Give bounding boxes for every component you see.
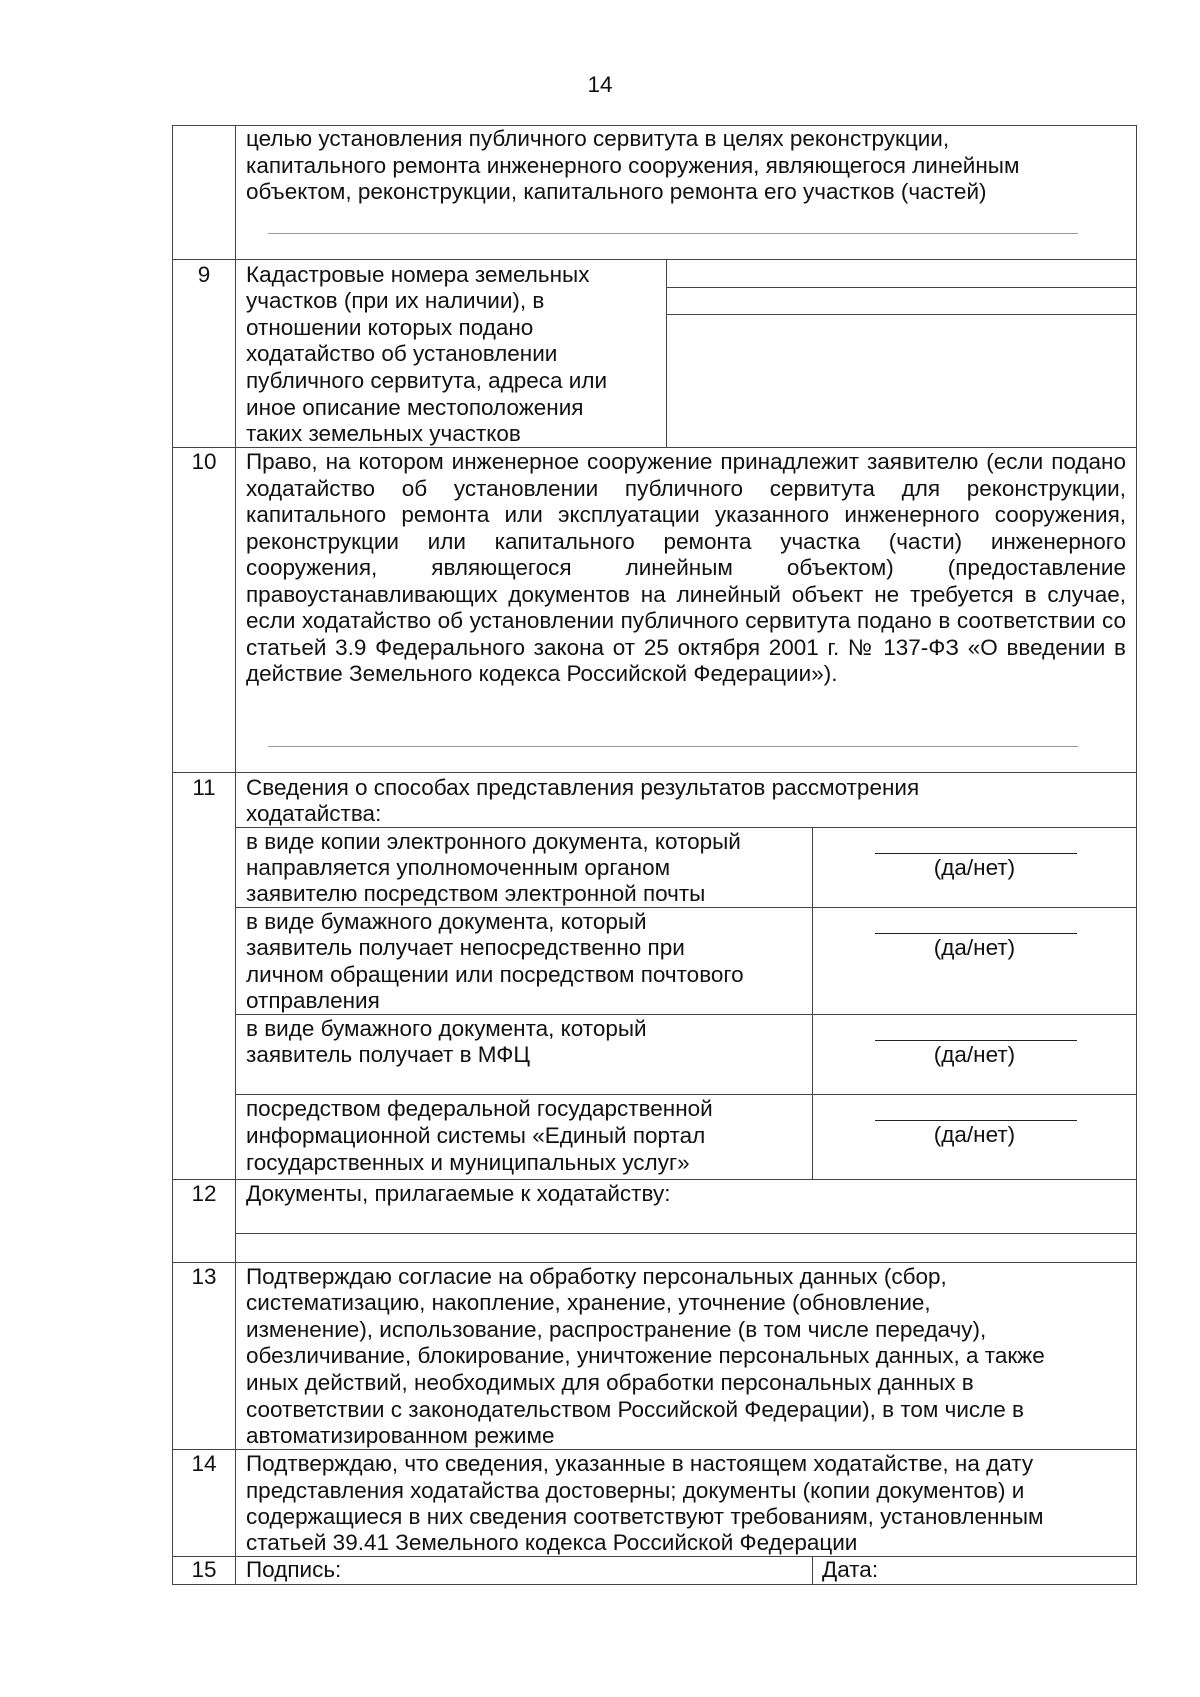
fill-in-line[interactable]: [268, 233, 1078, 234]
continuation-line: капитального ремонта инженерного сооружения, являющегося линейным: [246, 153, 1020, 178]
row9-line: участков (при их наличии), в: [246, 288, 545, 313]
option-line: посредством федеральной государственной: [246, 1096, 713, 1121]
signature-field[interactable]: Подпись:: [246, 1557, 342, 1582]
option-line: направляется уполномоченным органом: [246, 855, 671, 880]
yes-no-hint: (да/нет): [933, 1042, 1016, 1067]
option-line: государственных и муниципальных услуг»: [246, 1150, 690, 1175]
option-line: заявитель получает в МФЦ: [246, 1042, 531, 1067]
row-number: 12: [191, 1181, 217, 1206]
row9-line: ходатайство об установлении: [246, 341, 558, 366]
row9-line: иное описание местоположения: [246, 395, 584, 420]
consent-line: обезличивание, блокирование, уничтожение персональных данных, а также: [246, 1343, 1045, 1368]
attached-documents-field[interactable]: [236, 1234, 1136, 1262]
row9-line: таких земельных участков: [246, 421, 521, 446]
consent-line: автоматизированном режиме: [246, 1423, 555, 1448]
confirmation-line: представления ходатайства достоверны; документы (копии документов) и: [246, 1478, 1025, 1503]
option-line: личном обращении или посредством почтового: [246, 962, 744, 987]
consent-line: соответствии с законодательством Российской Федерации), в том числе в: [246, 1397, 1024, 1422]
row11-header-line: ходатайства:: [246, 801, 382, 826]
attached-documents-label: Документы, прилагаемые к ходатайству:: [246, 1181, 671, 1206]
continuation-line: объектом, реконструкции, капитального ремонта его участков (частей): [246, 179, 987, 204]
yes-no-hint: (да/нет): [933, 935, 1016, 960]
option-line: в виде копии электронного документа, который: [246, 829, 741, 854]
yes-no-field[interactable]: [875, 1040, 1077, 1041]
row11-header-line: Сведения о способах представления результатов рассмотрения: [246, 775, 920, 800]
yes-no-hint: (да/нет): [933, 855, 1016, 880]
row9-line: публичного сервитута, адреса или: [246, 368, 608, 393]
consent-line: Подтверждаю согласие на обработку персональных данных (сбор,: [246, 1264, 947, 1289]
row-number: 15: [191, 1557, 217, 1582]
consent-line: систематизацию, накопление, хранение, уточнение (обновление,: [246, 1290, 931, 1315]
option-line: в виде бумажного документа, который: [246, 909, 647, 934]
fill-in-line[interactable]: [268, 746, 1078, 747]
continuation-line: целью установления публичного сервитута в целях реконструкции,: [246, 126, 950, 151]
page-number: 14: [587, 72, 613, 97]
yes-no-field[interactable]: [875, 933, 1077, 934]
row9-line: отношении которых подано: [246, 315, 534, 340]
row-number: 11: [192, 775, 216, 800]
option-line: заявитель получает непосредственно при: [246, 935, 685, 960]
consent-line: иных действий, необходимых для обработки персональных данных в: [246, 1370, 974, 1395]
row-number: 10: [191, 449, 217, 474]
yes-no-field[interactable]: [875, 853, 1077, 854]
row9-line: Кадастровые номера земельных: [246, 262, 590, 287]
option-line: информационной системы «Единый портал: [246, 1123, 706, 1148]
option-line: отправления: [246, 988, 380, 1013]
row-number: 9: [197, 262, 211, 287]
confirmation-line: Подтверждаю, что сведения, указанные в настоящем ходатайстве, на дату: [246, 1451, 1034, 1476]
option-line: в виде бумажного документа, который: [246, 1016, 647, 1041]
yes-no-hint: (да/нет): [933, 1122, 1016, 1147]
confirmation-line: статьей 39.41 Земельного кодекса Российской Федерации: [246, 1530, 858, 1555]
row-number: 14: [191, 1451, 217, 1476]
row-number: 13: [191, 1264, 217, 1289]
cadastral-numbers-field[interactable]: [667, 260, 1136, 447]
option-line: заявителю посредством электронной почты: [246, 881, 706, 906]
confirmation-line: содержащиеся в них сведения соответствуют требованиям, установленным: [246, 1504, 1044, 1529]
yes-no-field[interactable]: [875, 1120, 1077, 1121]
consent-line: изменение), использование, распространение (в том числе передачу),: [246, 1317, 987, 1342]
row10-text: Право, на котором инженерное сооружение принадлежит заявителю (если подано ходатайство об установлении публичного сервитута для реконструкции, капитального ремонта или эксплуатации указанного инженерного сооружения, реконструкции или капитального ремонта участка (части) инженерного сооружения, являющегося линейным объектом) (предоставление правоустанавливающих документов на линейный объект не требуется в случае, если ходатайство об установлении публичного сервитута подано в соответствии со статьей 3.9 Федерального закона от 25 октября 2001 г. № 137-ФЗ «О введении в действие Земельного кодекса Российской Федерации»).: [246, 449, 1126, 686]
date-field[interactable]: Дата:: [822, 1557, 879, 1582]
